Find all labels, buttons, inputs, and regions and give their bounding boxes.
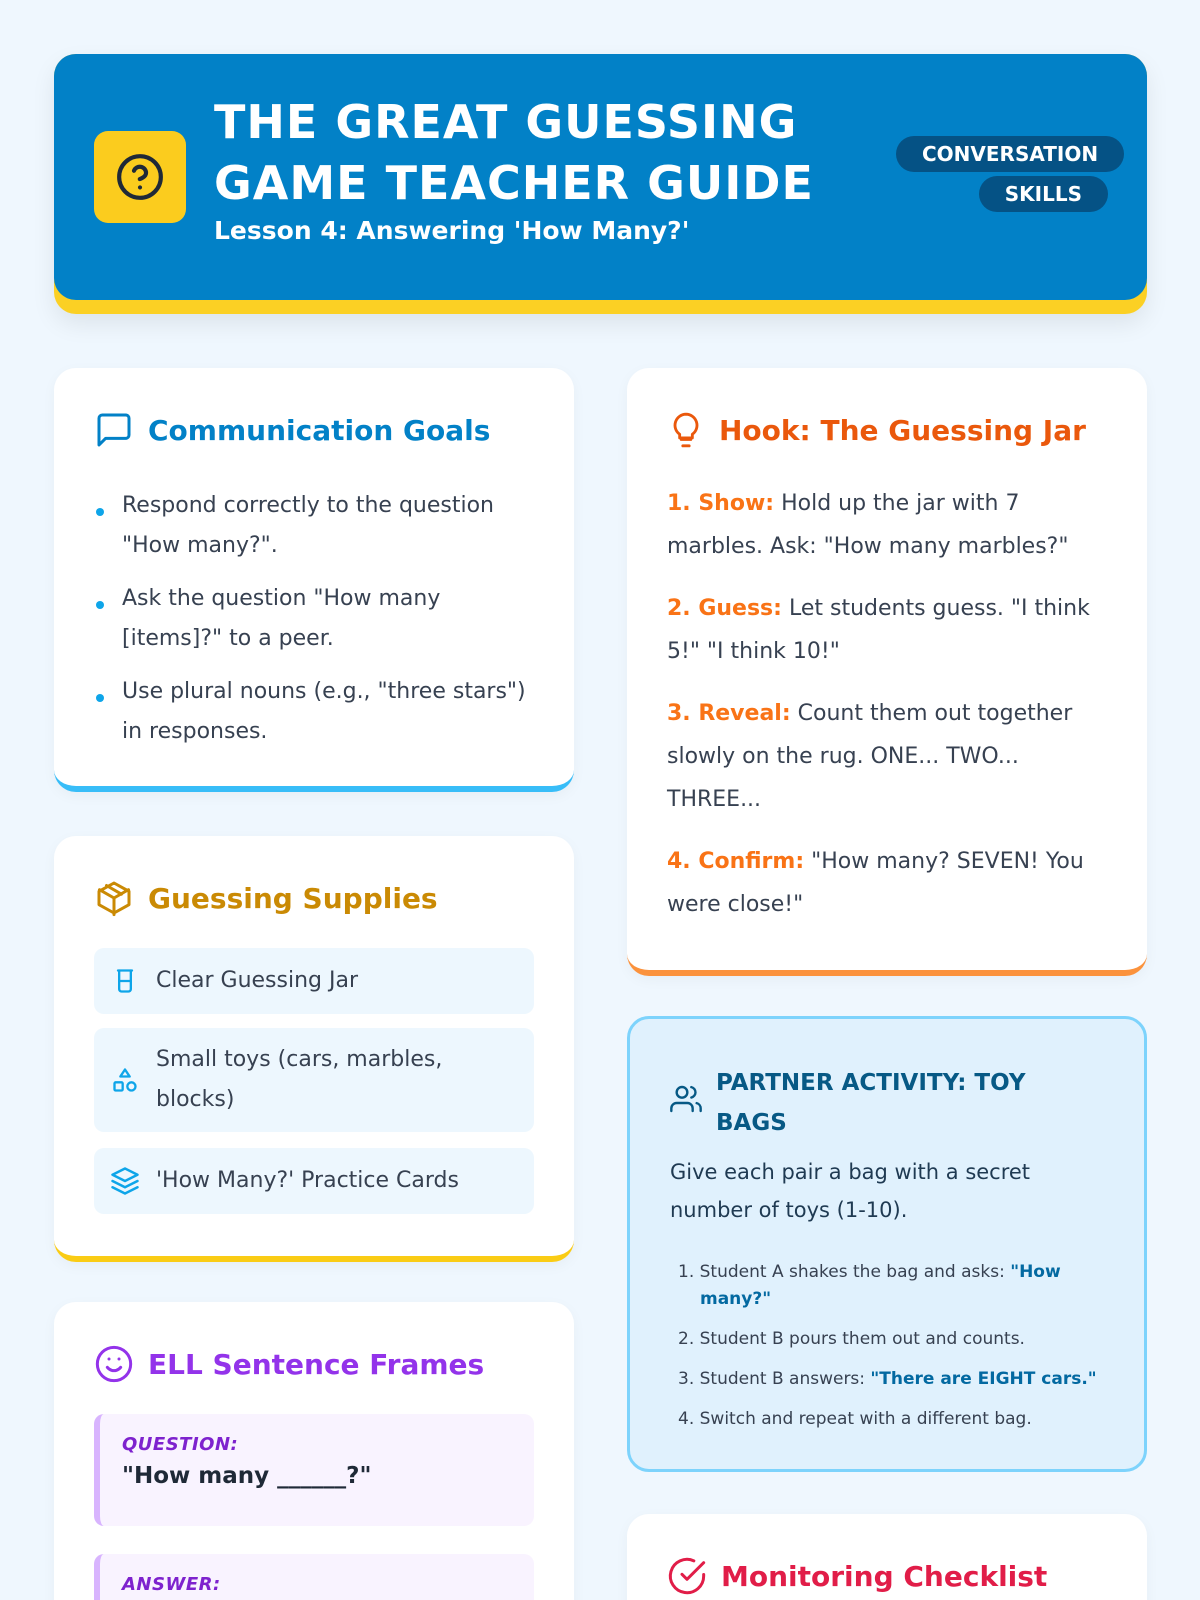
partner-intro: Give each pair a bag with a secret number of toys (1-10). [670, 1160, 1031, 1222]
page-title: THE GREAT GUESSING GAME TEACHER GUIDE [214, 95, 814, 210]
page-subtitle: Lesson 4: Answering 'How Many?' [214, 216, 690, 245]
partner-step: 2. Student B pours them out and counts. [678, 1329, 1025, 1349]
hook-step-label: 2. Guess: [667, 596, 782, 621]
monitoring-title [667, 1556, 1047, 1596]
layers-icon [110, 1166, 140, 1196]
logo-badge [94, 131, 186, 223]
question-frame [94, 1414, 534, 1526]
lightbulb-icon [667, 410, 705, 450]
hook-step-text: Hold up the jar with 7 marbles. Ask: "How many marbles?" [667, 491, 1069, 559]
users-icon [670, 1083, 702, 1115]
goal-item: Use plural nouns (e.g., "three stars") in responses. [94, 672, 534, 752]
hook-step-text: "How many? SEVEN! You were close!" [667, 849, 1084, 917]
partner-step: 4. Switch and repeat with a different bag. [678, 1409, 1032, 1429]
hook-card [627, 368, 1147, 976]
partner-step: 1. Student A shakes the bag and asks: "How many?" [678, 1262, 1061, 1309]
hook-steps [667, 482, 1117, 945]
hook-step [667, 587, 1117, 673]
hook-step-text: Count them out together slowly on the rug. ONE... TWO... THREE... [667, 701, 1073, 812]
supply-label: Clear Guessing Jar [156, 968, 359, 993]
partner-title-label: PARTNER ACTIVITY: TOY BAGS [716, 1070, 1026, 1136]
jar-icon [111, 967, 139, 995]
goal-item: Ask the question "How many [items]?" to a peer. [94, 579, 534, 659]
supplies-title-label: Guessing Supplies [148, 881, 438, 915]
supplies-title [94, 878, 438, 918]
hook-step [667, 840, 1117, 926]
monitoring-card [627, 1514, 1147, 1600]
partner-title [670, 1063, 1090, 1143]
goals-title [94, 410, 490, 450]
check-circle-icon [667, 1556, 707, 1596]
smile-icon [94, 1344, 134, 1384]
hook-title [667, 410, 1086, 450]
question-frame-text: "How many ______?" [122, 1463, 372, 1489]
frames-title [94, 1344, 484, 1384]
supplies-card [54, 836, 574, 1262]
supply-label: 'How Many?' Practice Cards [156, 1168, 459, 1193]
partner-card [627, 1016, 1147, 1472]
monitoring-title-label: Monitoring Checklist [721, 1559, 1048, 1593]
partner-steps [678, 1259, 1118, 1446]
goals-title-label: Communication Goals [148, 413, 491, 447]
partner-step: 3. Student B answers: "There are EIGHT cars." [678, 1369, 1097, 1389]
frames-card [54, 1302, 574, 1600]
header-banner [54, 54, 1147, 314]
supply-item [94, 948, 534, 1014]
hook-step-text: Let students guess. "I think 5!" "I think 10!" [667, 596, 1090, 664]
hook-step-label: 4. Confirm: [667, 849, 805, 874]
goals-card [54, 368, 574, 792]
supply-item [94, 1148, 534, 1214]
answer-frame [94, 1554, 534, 1600]
hook-step [667, 692, 1117, 821]
hook-step [667, 482, 1117, 568]
shapes-icon [111, 1066, 139, 1094]
package-icon [94, 878, 134, 918]
frames-title-label: ELL Sentence Frames [148, 1347, 485, 1381]
header-panel [54, 54, 1147, 300]
question-frame-label: QUESTION: [122, 1434, 239, 1455]
question-circle-icon [115, 152, 165, 202]
answer-frame-label: ANSWER: [122, 1574, 221, 1595]
hook-step-label: 3. Reveal: [667, 701, 791, 726]
hook-step-label: 1. Show: [667, 491, 775, 516]
goal-item: Respond correctly to the question "How many?". [94, 486, 534, 566]
supply-label: Small toys (cars, marbles, blocks) [156, 1047, 443, 1112]
hook-title-label: Hook: The Guessing Jar [719, 413, 1086, 447]
skill-tag [896, 134, 1108, 214]
supply-item [94, 1028, 534, 1132]
skill-tag-label: CONVERSATION SKILLS [896, 136, 1124, 212]
message-square-icon [94, 410, 134, 450]
goals-list [94, 486, 534, 765]
